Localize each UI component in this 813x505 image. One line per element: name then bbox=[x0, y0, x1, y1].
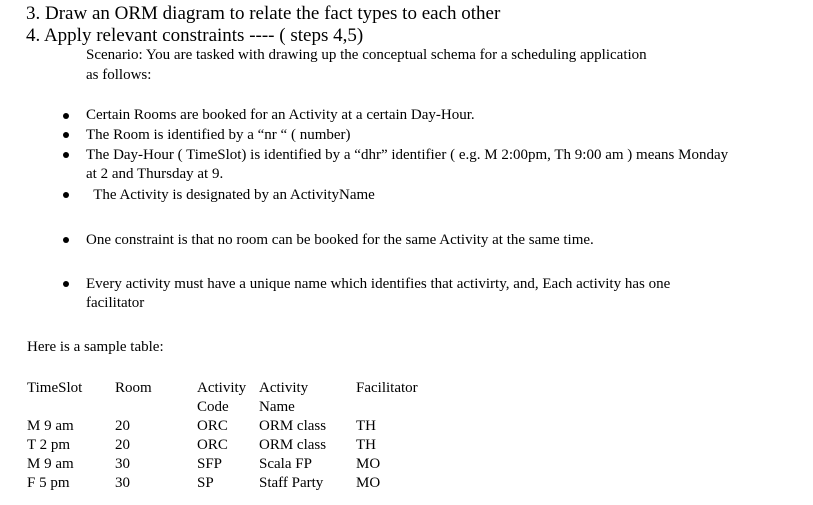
cell-facilitator: MO bbox=[356, 456, 381, 472]
scenario-line-1: Scenario: You are tasked with drawing up the conceptual schema for a scheduling application bbox=[86, 47, 647, 63]
bullet-text-1: Certain Rooms are booked for an Activity at a certain Day-Hour. bbox=[86, 107, 475, 123]
bullet-text-5: One constraint is that no room can be booked for the same Activity at the same time. bbox=[86, 232, 594, 248]
cell-room: 20 bbox=[115, 418, 130, 434]
cell-facilitator: TH bbox=[356, 418, 376, 434]
bullet-dot bbox=[63, 113, 69, 119]
bullet-dot bbox=[63, 192, 69, 198]
bullet-dot bbox=[63, 152, 69, 158]
bullet-text-2: The Room is identified by a “nr “ ( number) bbox=[86, 127, 351, 143]
cell-timeslot: F 5 pm bbox=[27, 475, 70, 491]
header-activity-code-line-1: Activity bbox=[197, 380, 247, 396]
cell-room: 30 bbox=[115, 456, 130, 472]
cell-timeslot: M 9 am bbox=[27, 456, 74, 472]
cell-activity-code: SP bbox=[197, 475, 214, 491]
header-activity-name-line-1: Activity bbox=[259, 380, 309, 396]
cell-activity-name: ORM class bbox=[259, 437, 327, 453]
cell-activity-name: ORM class bbox=[259, 418, 327, 434]
step-4-text: 4. Apply relevant constraints ---- ( steps 4,5) bbox=[26, 25, 364, 46]
bullet-dot bbox=[63, 281, 69, 287]
cell-facilitator: TH bbox=[356, 437, 376, 453]
bullet-text-3-line-2: at 2 and Thursday at 9. bbox=[86, 166, 224, 182]
cell-activity-name: Staff Party bbox=[259, 475, 324, 491]
cell-activity-name: Scala FP bbox=[259, 456, 312, 472]
header-activity-code-line-2: Code bbox=[197, 399, 229, 415]
cell-timeslot: M 9 am bbox=[27, 418, 74, 434]
bullet-text-6-line-2: facilitator bbox=[86, 295, 145, 311]
cell-activity-code: SFP bbox=[197, 456, 223, 472]
cell-timeslot: T 2 pm bbox=[27, 437, 71, 453]
scenario-line-2: as follows: bbox=[86, 67, 152, 83]
bullet-text-4: The Activity is designated by an ActivityName bbox=[86, 187, 375, 203]
header-room: Room bbox=[115, 380, 152, 396]
cell-room: 30 bbox=[115, 475, 130, 491]
bullet-dot bbox=[63, 237, 69, 243]
header-activity-name-line-2: Name bbox=[259, 399, 295, 415]
bullet-dot bbox=[63, 132, 69, 138]
bullet-text-3-line-1: The Day-Hour ( TimeSlot) is identified by a “dhr” identifier ( e.g. M 2:00pm, Th 9:00 am ) means Monday bbox=[86, 147, 729, 163]
header-facilitator: Facilitator bbox=[356, 380, 418, 396]
bullet-text-6-line-1: Every activity must have a unique name which identifies that activirty, and, Each activity has one bbox=[86, 276, 671, 292]
cell-activity-code: ORC bbox=[197, 437, 228, 453]
cell-activity-code: ORC bbox=[197, 418, 228, 434]
cell-facilitator: MO bbox=[356, 475, 381, 491]
header-timeslot: TimeSlot bbox=[27, 380, 83, 396]
sample-table-intro: Here is a sample table: bbox=[27, 339, 164, 355]
cell-room: 20 bbox=[115, 437, 130, 453]
step-3-text: 3. Draw an ORM diagram to relate the fact types to each other bbox=[26, 3, 501, 24]
